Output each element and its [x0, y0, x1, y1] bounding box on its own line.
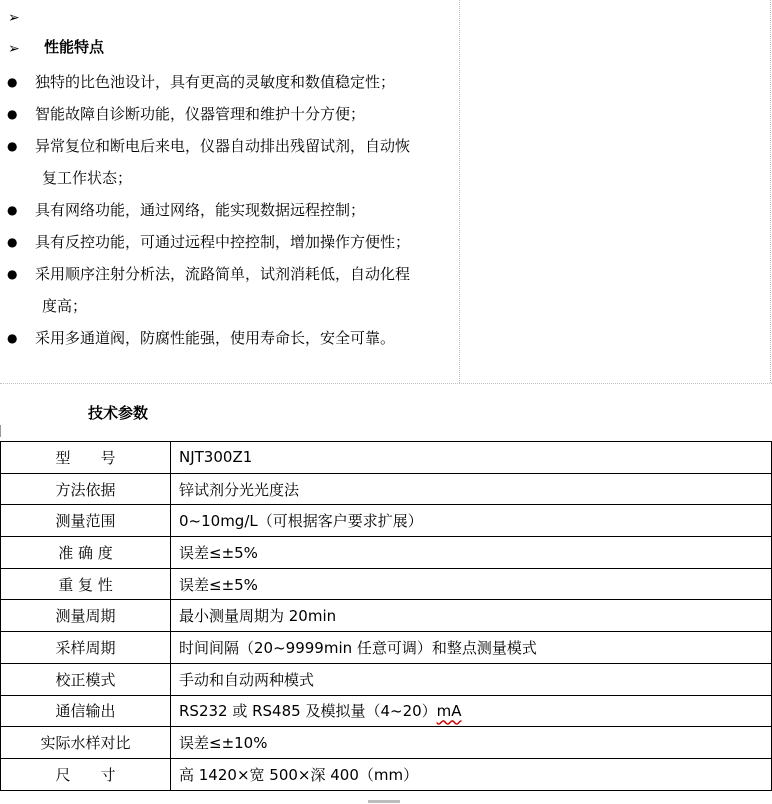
- column-divider: [459, 0, 460, 383]
- scroll-indicator: [368, 800, 400, 803]
- bullet-icon: ●: [7, 235, 18, 249]
- param-value: 最小测量周期为 20min: [171, 600, 772, 632]
- table-row: [1, 600, 772, 632]
- param-label: 重 复 性: [1, 568, 171, 600]
- table-row: [1, 568, 772, 600]
- feature-text-continued: 复工作状态；: [42, 169, 133, 187]
- features-heading: 性能特点: [44, 38, 105, 56]
- param-value: [171, 695, 772, 727]
- param-label: 准 确 度: [1, 537, 171, 569]
- params-title: 技术参数: [88, 404, 149, 422]
- param-label: 测量周期: [1, 600, 171, 632]
- table-row: [1, 537, 772, 569]
- list-item: [0, 130, 459, 194]
- feature-text: 具有网络功能，通过网络，能实现数据远程控制；: [35, 201, 366, 219]
- bullet-icon: ●: [7, 267, 18, 281]
- param-label: 采样周期: [1, 632, 171, 664]
- table-row: [1, 758, 772, 790]
- param-value: 误差≤±5%: [171, 537, 772, 569]
- table-row: [1, 442, 772, 474]
- feature-text: 采用顺序注射分析法，流路简单，试剂消耗低，自动化程: [35, 265, 411, 283]
- param-value-main: RS232 或 RS485 及模拟量（4~20）: [179, 702, 437, 721]
- bullet-icon: ●: [7, 75, 18, 89]
- param-label: 通信输出: [1, 695, 171, 727]
- bullet-icon: ●: [7, 139, 18, 153]
- arrow-bullet-icon: ➢: [8, 41, 20, 57]
- table-row: [1, 632, 772, 664]
- list-item: [0, 194, 459, 226]
- spellcheck-flagged-unit: mA: [436, 702, 462, 721]
- feature-text: 独特的比色池设计，具有更高的灵敏度和数值稳定性；: [35, 73, 396, 91]
- param-value: 0~10mg/L（可根据客户要求扩展）: [171, 505, 772, 537]
- feature-text-continued: 度高；: [42, 297, 88, 315]
- table-row: [1, 663, 772, 695]
- list-item: [0, 226, 459, 258]
- params-table: [0, 441, 772, 791]
- list-item: [0, 98, 459, 130]
- param-label: 校正模式: [1, 663, 171, 695]
- param-value: 误差≤±5%: [171, 568, 772, 600]
- param-label: 测量范围: [1, 505, 171, 537]
- bullet-icon: ●: [7, 203, 18, 217]
- table-corner-mark: [0, 425, 4, 437]
- table-row: [1, 695, 772, 727]
- param-value: NJT300Z1: [171, 442, 772, 474]
- feature-text: 具有反控功能，可通过远程中控控制，增加操作方便性；: [35, 233, 411, 251]
- param-value: 锌试剂分光光度法: [171, 473, 772, 505]
- bullet-icon: ●: [7, 331, 18, 345]
- list-item: [0, 66, 459, 98]
- table-row: [1, 727, 772, 759]
- table-row: [1, 505, 772, 537]
- param-label: 型 号: [1, 442, 171, 474]
- param-label: 方法依据: [1, 473, 171, 505]
- feature-list: [0, 66, 459, 354]
- param-value: 高 1420×宽 500×深 400（mm）: [171, 758, 772, 790]
- table-row: [1, 473, 772, 505]
- feature-text: 智能故障自诊断功能，仪器管理和维护十分方便；: [35, 105, 366, 123]
- param-label: 尺 寸: [1, 758, 171, 790]
- feature-text: 异常复位和断电后来电，仪器自动排出残留试剂，自动恢: [35, 137, 411, 155]
- bullet-icon: ●: [7, 107, 18, 121]
- list-item: [0, 322, 459, 354]
- features-section: [0, 0, 772, 384]
- list-item: [0, 258, 459, 322]
- right-border: [770, 0, 771, 383]
- param-value: 时间间隔（20~9999min 任意可调）和整点测量模式: [171, 632, 772, 664]
- feature-text: 采用多通道阀，防腐性能强，使用寿命长，安全可靠。: [35, 329, 396, 347]
- param-value: 误差≤±10%: [171, 727, 772, 759]
- arrow-bullet-icon: ➢: [8, 10, 20, 26]
- param-value: 手动和自动两种模式: [171, 663, 772, 695]
- param-label: 实际水样对比: [1, 727, 171, 759]
